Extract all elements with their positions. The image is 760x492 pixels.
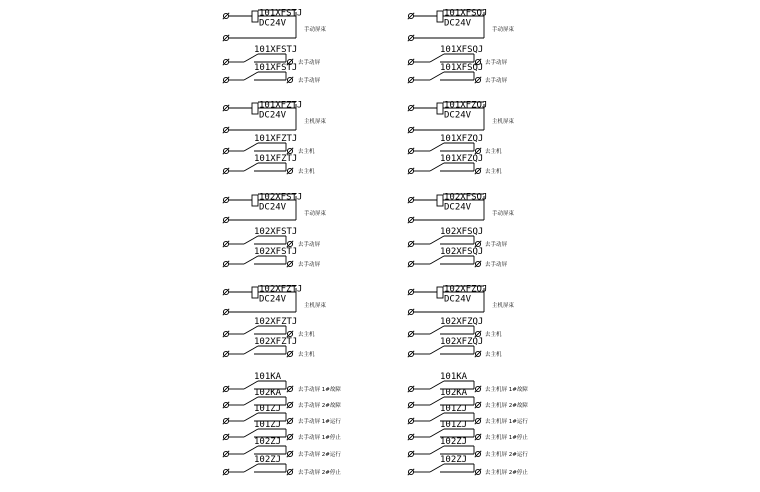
relay-coil-circuit [408, 193, 515, 224]
switch-contact-icon [244, 54, 258, 62]
relay-voltage: DC24V [259, 110, 287, 121]
switch-contact-icon [430, 326, 444, 334]
switch-contact-circuit [223, 455, 342, 476]
relay-tag: 101XFZQJ [444, 100, 488, 111]
circuit-note: 去主机 [485, 332, 502, 338]
switch-contact-circuit [223, 247, 321, 268]
switch-contact-circuit [223, 154, 315, 175]
circuit-note: 去手动屏 [485, 60, 508, 66]
switch-tag: 101ZJ [440, 404, 468, 414]
switch-tag: 102XFSQJ [440, 227, 484, 237]
switch-contact-circuit [408, 63, 508, 84]
switch-contact-circuit [408, 154, 502, 175]
circuit-note: 去手动屏 [485, 262, 508, 268]
switch-contact-circuit [223, 227, 321, 248]
switch-contact-circuit [408, 317, 502, 338]
circuit-note: 去手动屏 1#运行 [298, 419, 341, 425]
relay-coil-circuit [408, 101, 515, 134]
circuit-note: 去手动屏 2#故障 [298, 403, 341, 409]
switch-contact-icon [430, 464, 444, 472]
circuit-note: 主机屏束 [304, 119, 327, 125]
relay-voltage: DC24V [259, 18, 287, 29]
relay-coil-icon [437, 103, 443, 114]
switch-tag: 101KA [440, 372, 468, 382]
circuit-note: 去主机屏 1#运行 [485, 419, 528, 425]
switch-tag: 102KA [440, 388, 468, 398]
switch-contact-icon [430, 72, 444, 80]
circuit-note: 手动屏束 [304, 211, 327, 217]
switch-tag: 101KA [254, 372, 282, 382]
switch-tag: 101ZJ [254, 404, 282, 414]
circuit-note: 主机屏束 [492, 303, 515, 309]
circuit-note: 去主机 [298, 149, 315, 155]
relay-tag: 101XFSQJ [444, 8, 488, 19]
circuit-note: 去主机 [298, 352, 315, 358]
circuit-note: 去主机屏 2#故障 [485, 403, 528, 409]
relay-coil-circuit [223, 9, 327, 42]
switch-contact-icon [244, 346, 258, 354]
switch-contact-icon [244, 464, 258, 472]
switch-contact-icon [430, 54, 444, 62]
switch-contact-circuit [223, 337, 315, 358]
circuit-note: 去手动屏 [485, 242, 508, 248]
circuit-note: 去手动屏 [298, 78, 321, 84]
circuit-note: 去手动屏 [485, 78, 508, 84]
relay-tag: 102XFSQJ [444, 192, 488, 203]
circuit-note: 去主机屏 1#停止 [485, 435, 528, 441]
circuit-note: 去主机 [485, 149, 502, 155]
switch-contact-circuit [408, 372, 529, 393]
switch-contact-icon [244, 163, 258, 171]
switch-tag: 102XFZQJ [440, 337, 484, 347]
switch-contact-icon [430, 256, 444, 264]
switch-tag: 102ZJ [254, 437, 282, 447]
switch-contact-circuit [223, 134, 315, 155]
relay-tag: 101XFZTJ [259, 100, 303, 111]
relay-coil-icon [252, 103, 258, 114]
relay-voltage: DC24V [259, 294, 287, 305]
switch-contact-circuit [408, 134, 502, 155]
relay-tag: 102XFSTJ [259, 192, 303, 203]
switch-tag: 102XFZTJ [254, 337, 298, 347]
switch-contact-icon [430, 346, 444, 354]
circuit-note: 主机屏束 [304, 303, 327, 309]
circuit-note: 去手动屏 [298, 262, 321, 268]
relay-coil-icon [252, 287, 258, 298]
switch-contact-circuit [223, 372, 342, 393]
relay-coil-icon [252, 11, 258, 22]
circuit-note: 手动屏束 [492, 27, 515, 33]
circuit-note: 去主机屏 2#停止 [485, 470, 528, 476]
circuit-note: 手动屏束 [492, 211, 515, 217]
circuit-note: 去主机 [298, 332, 315, 338]
relay-coil-circuit [408, 9, 515, 42]
switch-contact-circuit [408, 337, 502, 358]
relay-coil-circuit [223, 193, 327, 224]
circuit-note: 去主机屏 1#故障 [485, 387, 528, 393]
circuit-note: 去手动屏 2#停止 [298, 470, 341, 476]
switch-tag: 101ZJ [440, 420, 468, 430]
relay-voltage: DC24V [259, 202, 287, 213]
relay-voltage: DC24V [444, 294, 472, 305]
switch-tag: 102XFZQJ [440, 317, 484, 327]
switch-contact-icon [244, 446, 258, 454]
circuit-note: 主机屏束 [492, 119, 515, 125]
switch-tag: 102XFSQJ [440, 247, 484, 257]
switch-tag: 101XFZQJ [440, 134, 484, 144]
switch-contact-icon [244, 143, 258, 151]
relay-coil-icon [437, 11, 443, 22]
circuit-note: 去主机屏 2#运行 [485, 452, 528, 458]
switch-contact-circuit [223, 317, 315, 338]
switch-contact-icon [430, 429, 444, 437]
relay-coil-icon [437, 195, 443, 206]
switch-contact-circuit [408, 227, 508, 248]
switch-tag: 102ZJ [440, 437, 468, 447]
relay-voltage: DC24V [444, 18, 472, 29]
switch-tag: 102XFSTJ [254, 247, 298, 257]
switch-tag: 101XFSTJ [254, 63, 298, 73]
switch-tag: 101XFZTJ [254, 134, 298, 144]
switch-tag: 102KA [254, 388, 282, 398]
circuit-note: 去手动屏 1#故障 [298, 387, 341, 393]
switch-contact-icon [244, 326, 258, 334]
switch-tag: 101XFSQJ [440, 63, 484, 73]
relay-voltage: DC24V [444, 110, 472, 121]
relay-tag: 102XFZTJ [259, 284, 303, 295]
circuit-note: 去主机 [485, 169, 502, 175]
relay-coil-icon [252, 195, 258, 206]
circuit-note: 去手动屏 1#停止 [298, 435, 341, 441]
switch-tag: 101ZJ [254, 420, 282, 430]
switch-contact-icon [430, 163, 444, 171]
switch-contact-icon [244, 256, 258, 264]
relay-tag: 102XFZQJ [444, 284, 488, 295]
switch-tag: 102ZJ [440, 455, 468, 465]
relay-coil-circuit [408, 285, 515, 316]
switch-tag: 101XFZTJ [254, 154, 298, 164]
switch-contact-icon [244, 429, 258, 437]
circuit-note: 手动屏束 [304, 27, 327, 33]
relay-coil-circuit [223, 101, 327, 134]
circuit-note: 去手动屏 [298, 60, 321, 66]
relay-coil-circuit [223, 285, 327, 316]
switch-contact-icon [430, 143, 444, 151]
circuit-note: 去手动屏 [298, 242, 321, 248]
relay-tag: 101XFSTJ [259, 8, 303, 19]
switch-tag: 102XFSTJ [254, 227, 298, 237]
switch-contact-icon [244, 72, 258, 80]
switch-tag: 101XFSTJ [254, 45, 298, 55]
circuit-note: 去手动屏 2#运行 [298, 452, 341, 458]
switch-tag: 101XFZQJ [440, 154, 484, 164]
switch-tag: 101XFSQJ [440, 45, 484, 55]
relay-coil-icon [437, 287, 443, 298]
switch-contact-icon [430, 236, 444, 244]
circuit-note: 去主机 [298, 169, 315, 175]
circuit-note: 去主机 [485, 352, 502, 358]
switch-contact-circuit [408, 247, 508, 268]
switch-contact-icon [430, 446, 444, 454]
relay-voltage: DC24V [444, 202, 472, 213]
switch-contact-circuit [223, 63, 321, 84]
switch-contact-icon [244, 236, 258, 244]
switch-tag: 102XFZTJ [254, 317, 298, 327]
switch-tag: 102ZJ [254, 455, 282, 465]
switch-contact-circuit [408, 455, 529, 476]
